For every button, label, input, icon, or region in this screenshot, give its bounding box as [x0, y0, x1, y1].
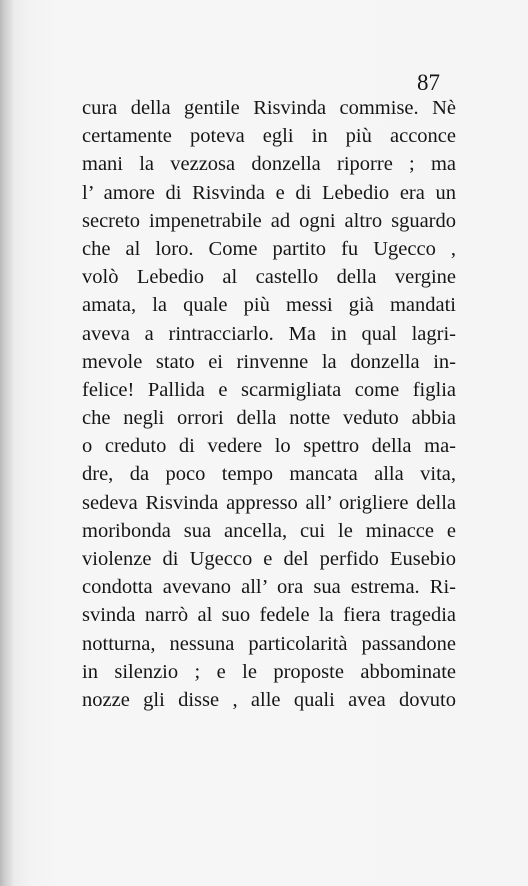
- text-line: svinda narrò al suo fedele la fiera tragedia: [82, 604, 456, 627]
- text-line: felice! Pallida e scarmigliata come figlia: [82, 378, 456, 401]
- text-line: notturna, nessuna particolarità passandone: [82, 632, 456, 655]
- body-text: [82, 94, 456, 714]
- page-number: 87: [417, 70, 440, 95]
- text-line: l’ amore di Risvinda e di Lebedio era un: [82, 181, 456, 204]
- text-line: violenze di Ugecco e del perfido Eusebio: [82, 548, 456, 570]
- text-line: dre, da poco tempo mancata alla vita,: [82, 463, 456, 486]
- text-line: certamente poteva egli in più acconce: [82, 125, 456, 148]
- text-line: aveva a rintracciarlo. Ma in qual lagri-: [82, 322, 456, 345]
- text-line: moribonda sua ancella, cui le minacce e: [82, 519, 456, 542]
- text-line: nozze gli disse , alle quali avea dovuto: [82, 688, 456, 711]
- text-line: che al loro. Come partito fu Ugecco ,: [82, 237, 456, 260]
- text-line: mevole stato ei rinvenne la donzella in-: [82, 350, 456, 373]
- text-line: secreto impenetrabile ad ogni altro sguardo: [82, 209, 456, 232]
- text-line: sedeva Risvinda appresso all’ origliere della: [82, 491, 456, 514]
- text-line: o creduto di vedere lo spettro della ma-: [82, 435, 456, 458]
- text-line: cura della gentile Risvinda commise. Nè: [82, 97, 456, 119]
- text-line: amata, la quale più messi già mandati: [82, 294, 456, 317]
- text-line: che negli orrori della notte veduto abbia: [82, 407, 456, 430]
- text-line: condotta avevano all’ ora sua estrema. Ri-: [82, 576, 456, 599]
- text-line: volò Lebedio al castello della vergine: [82, 266, 456, 289]
- text-line: in silenzio ; e le proposte abbominate: [82, 660, 456, 683]
- page-gutter-shadow: [0, 0, 14, 886]
- text-line: mani la vezzosa donzella riporre ; ma: [82, 153, 456, 176]
